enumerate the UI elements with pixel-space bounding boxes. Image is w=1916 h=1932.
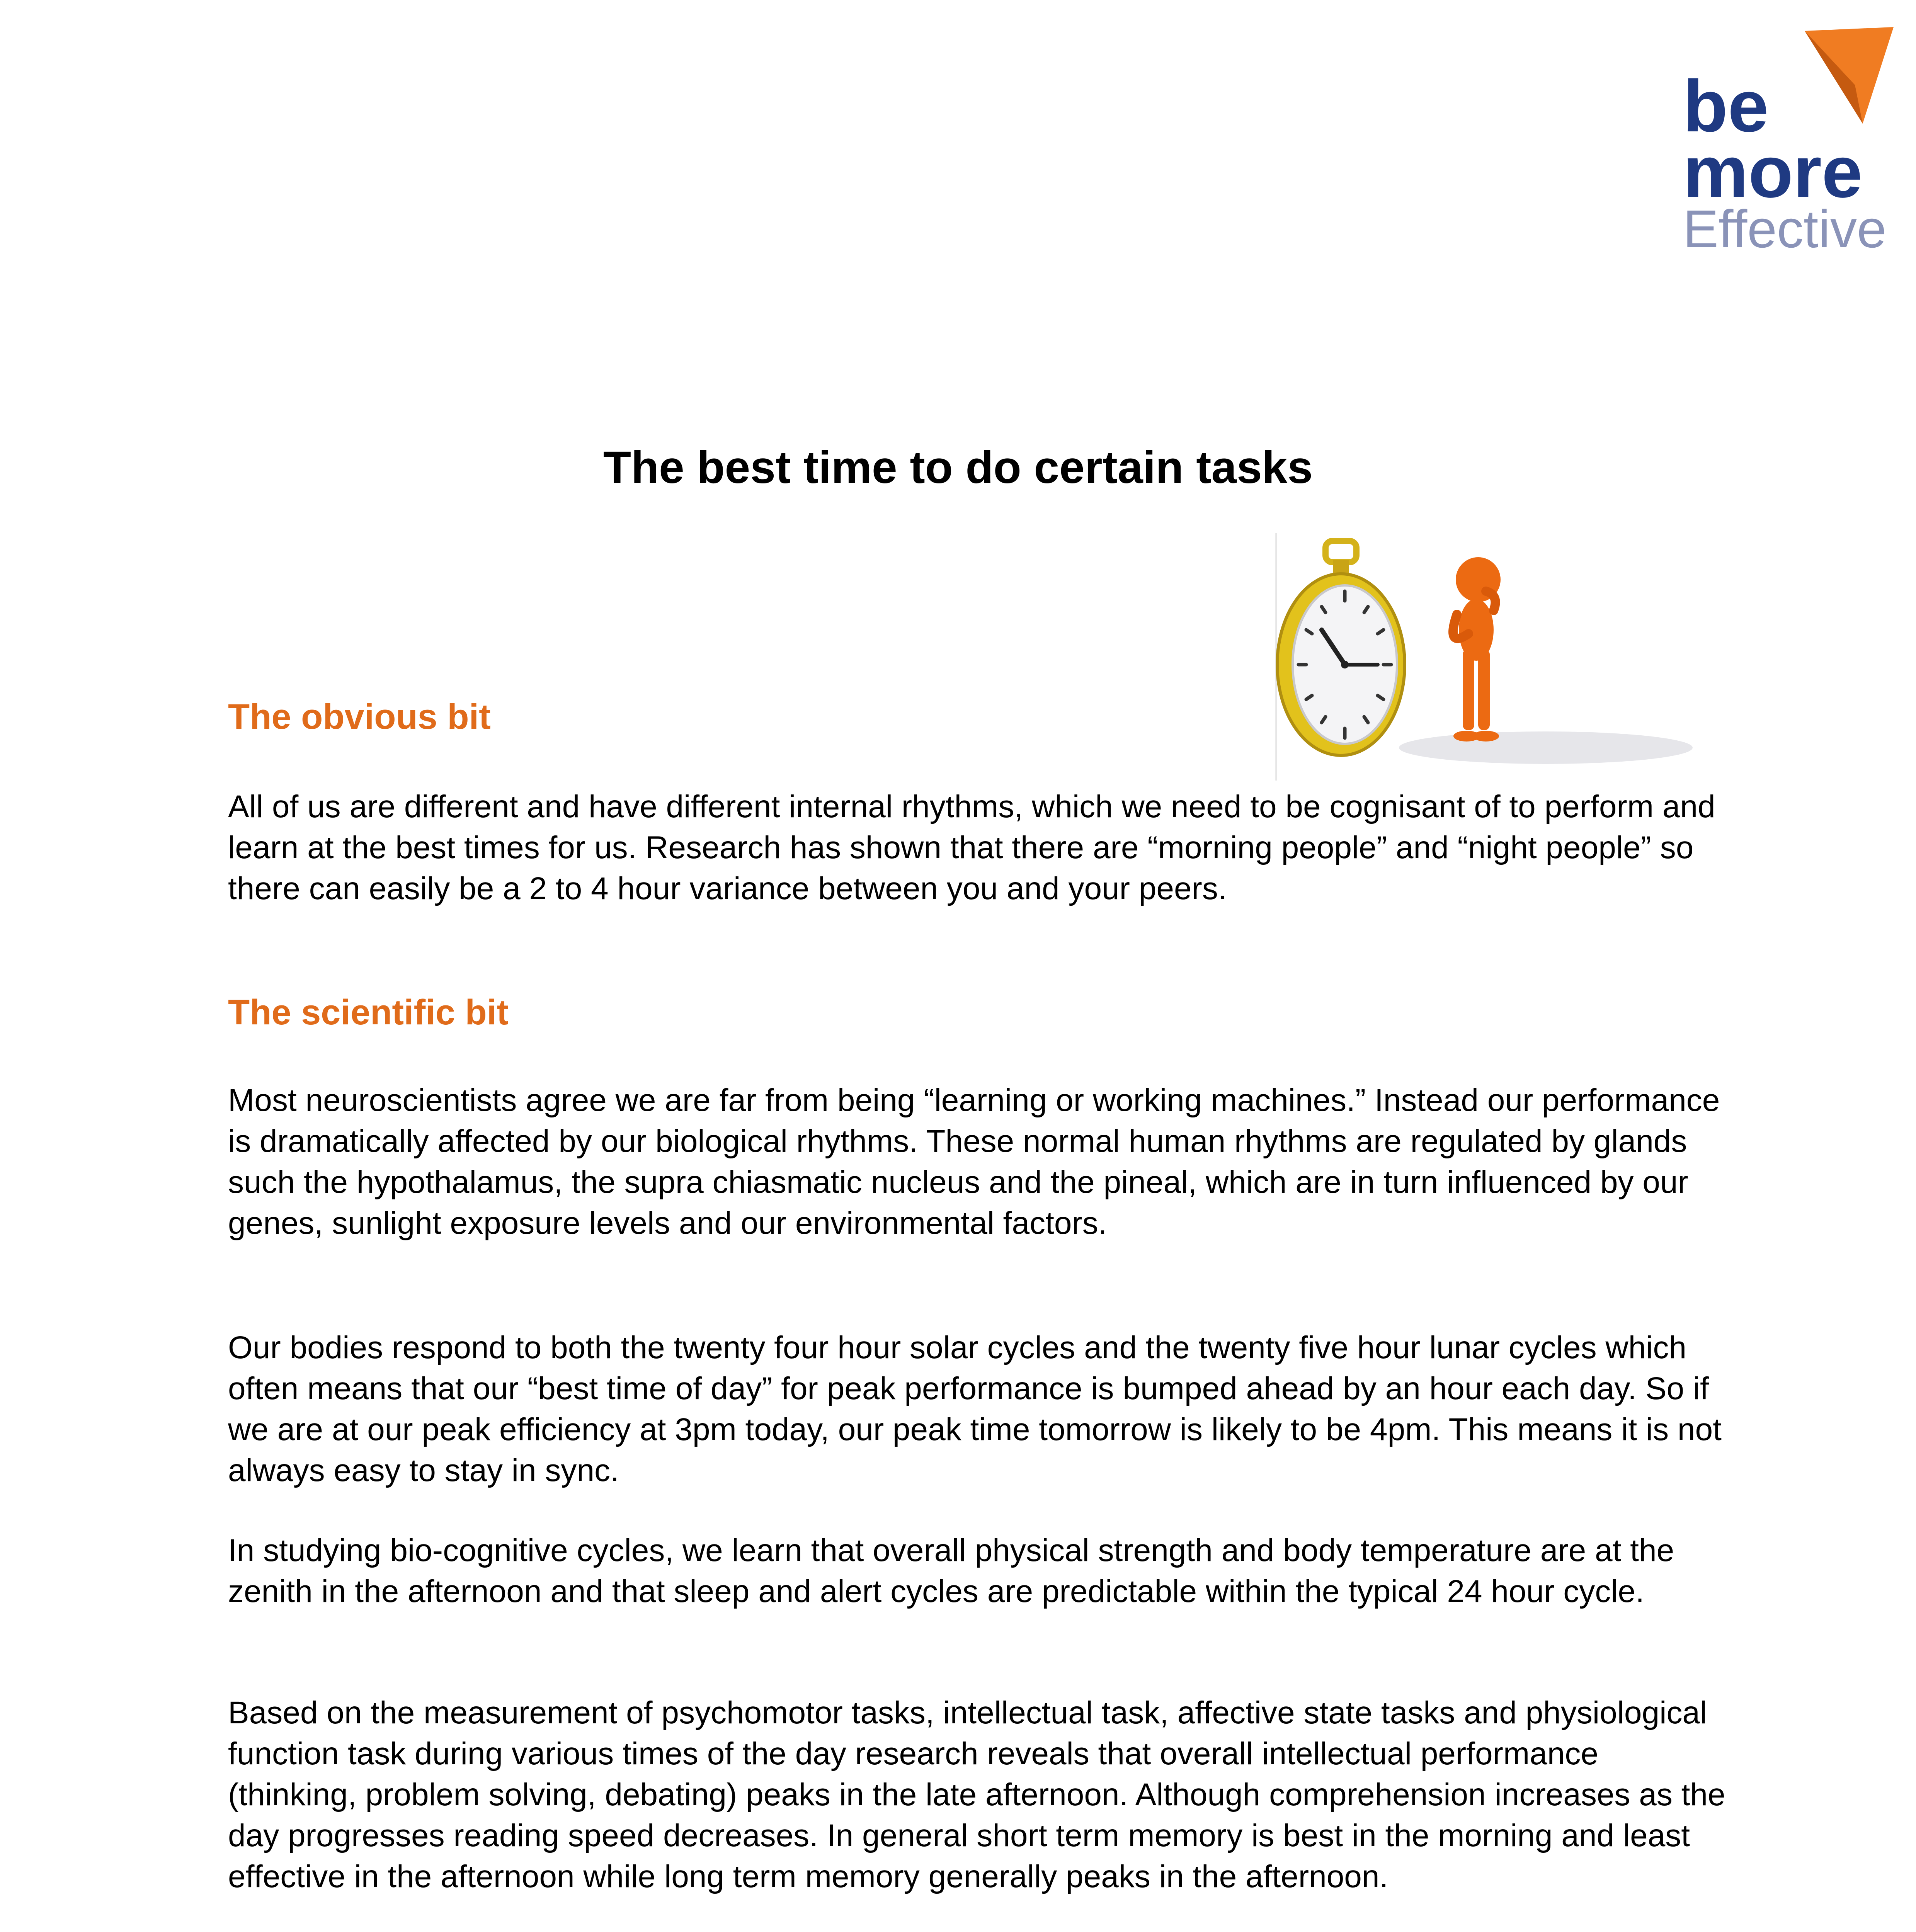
paragraph-scientific-4: Based on the measurement of psychomotor tasks, intellectual task, affective state tasks and physiological function task during various times of the day research reveals that overall intellectual performance (thinking, problem solving, debating) peaks in the late afternoon. Although comprehension increases as the day progresses reading speed decreases. In general short term memory is best in the morning and least effective in the afternoon while long term memory generally peaks in the afternoon.: [228, 1695, 1725, 1894]
logo-line-be: be: [1683, 65, 1769, 147]
section-heading-scientific: The scientific bit: [228, 993, 509, 1032]
stopwatch-icon: [1277, 541, 1405, 755]
section-heading-obvious: The obvious bit: [228, 697, 491, 736]
paragraph-scientific-1: Most neuroscientists agree we are far from being “learning or working machines.” Instead our performance is dramatically affected by our biological rhythms. These normal human rhythms are regulated by glands such the hypothalamus, the supra chiasmatic nucleus and the pineal, which are in turn influenced by our genes, sunlight exposure levels and our environmental factors.: [228, 1083, 1720, 1241]
paragraph-obvious: All of us are different and have different internal rhythms, which we need to be cognisant of to perform and learn at the best times for us. Research has shown that there are “morning people” and “night people” so there can easily be a 2 to 4 hour variance between you and your peers.: [228, 789, 1715, 906]
logo-line-effective: Effective: [1683, 199, 1887, 259]
paragraph-scientific-3: In studying bio-cognitive cycles, we learn that overall physical strength and body temperature are at the zenith in the afternoon and that sleep and alert cycles are predictable within the typical 24 hour cycle.: [228, 1533, 1674, 1609]
stopwatch-figure-illustration: [1275, 533, 1700, 781]
logo-orange-triangle: [1805, 27, 1894, 124]
company-logo: [1646, 27, 1894, 259]
paragraph-scientific-2: Our bodies respond to both the twenty four hour solar cycles and the twenty five hour lunar cycles which often means that our “best time of day” for peak performance is bumped ahead by an hour each day. So if we are at our peak efficiency at 3pm today, our peak time tomorrow is likely to be 4pm. This means it is not always easy to stay in sync.: [228, 1330, 1722, 1488]
logo-line-more: more: [1683, 131, 1863, 213]
page-title: The best time to do certain tasks: [603, 442, 1313, 493]
orange-figure-icon: [1453, 557, 1501, 742]
shadow: [1399, 731, 1693, 764]
